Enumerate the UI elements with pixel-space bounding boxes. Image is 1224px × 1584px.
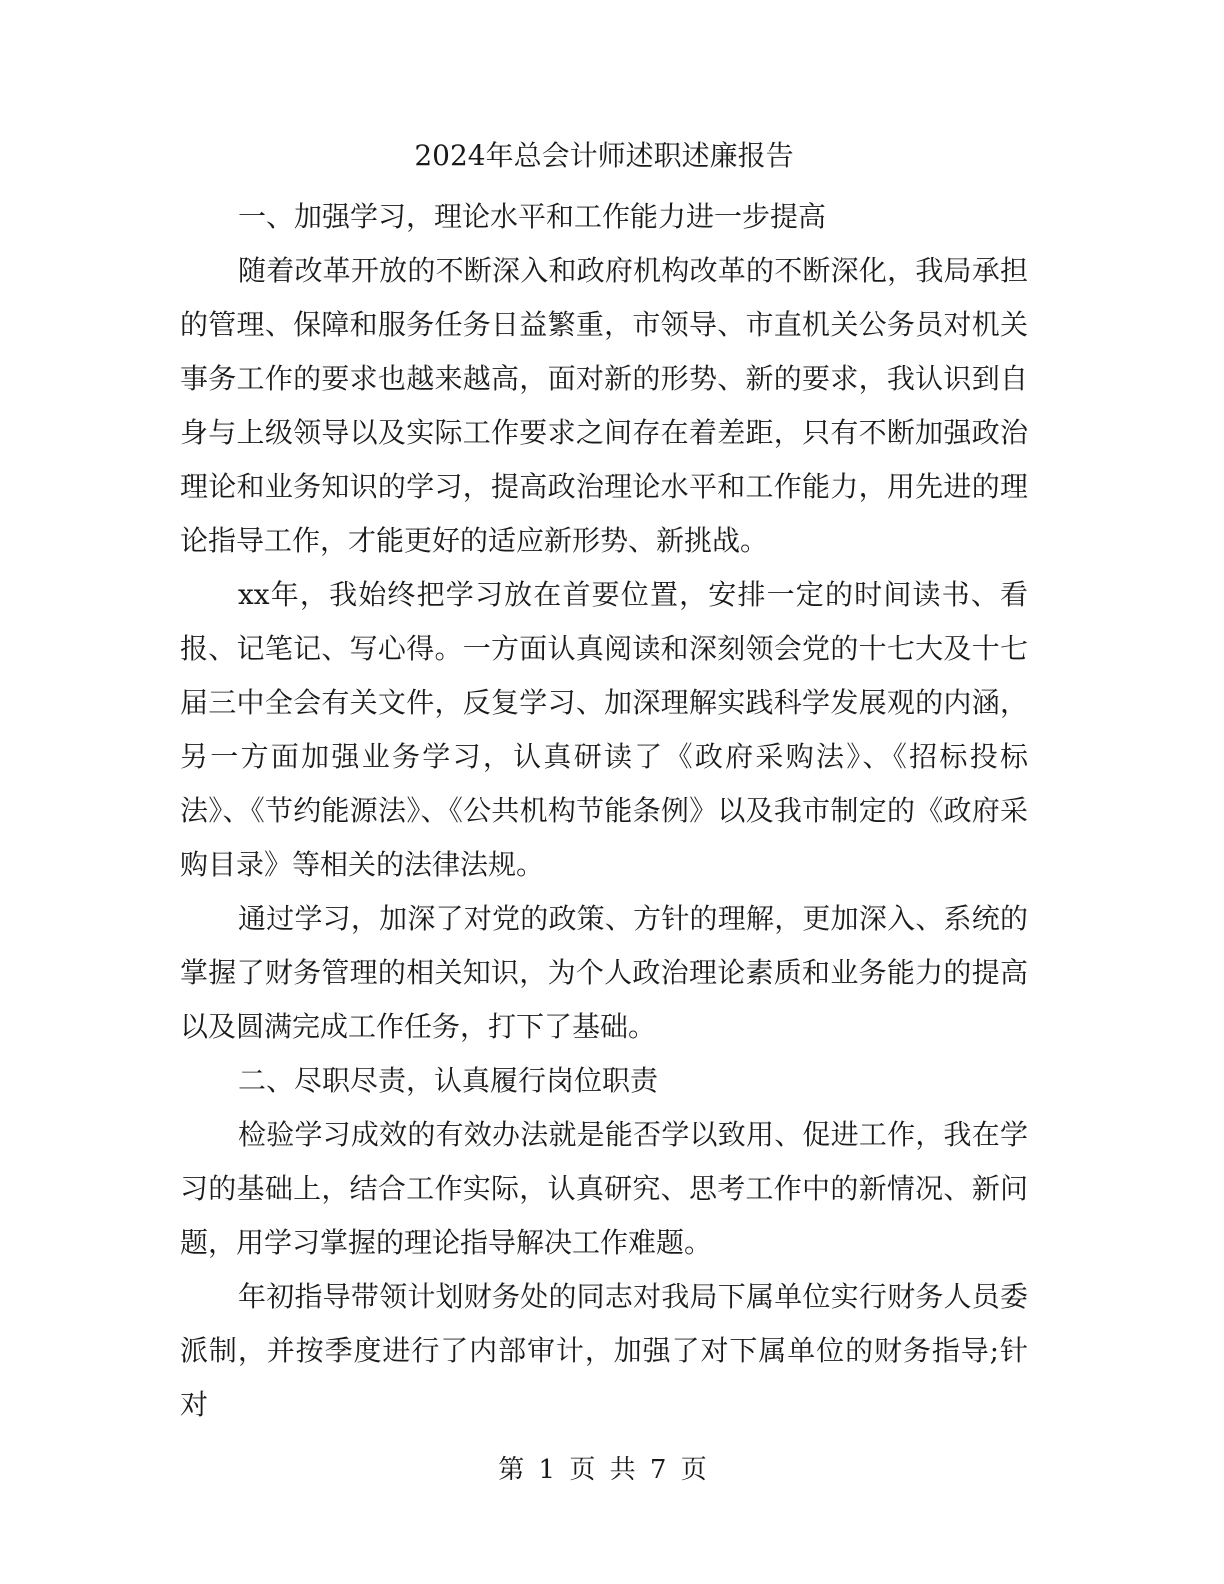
section-heading-2: 二、尽职尽责，认真履行岗位职责 — [238, 1064, 659, 1097]
paragraph: 通过学习，加深了对党的政策、方针的理解，更加深入、系统的掌握了财务管理的相关知识，为个人政治理论素质和业务能力的提高以及圆满完成工作任务，打下了基础。 — [180, 902, 1028, 1043]
document-body — [180, 190, 1028, 1432]
paragraph: 随着改革开放的不断深入和政府机构改革的不断深化，我局承担的管理、保障和服务任务日益繁重，市领导、市直机关公务员对机关事务工作的要求也越来越高，面对新的形势、新的要求，我认识到自身与上级领导以及实际工作要求之间存在着差距，只有不断加强政治理论和业务知识的学习，提高政治理论水平和工作能力，用先进的理论指导工作，才能更好的适应新形势、新挑战。 — [180, 254, 1028, 557]
document-title: 2024年总会计师述职述廉报告 — [414, 139, 794, 172]
paragraph: 年初指导带领计划财务处的同志对我局下属单位实行财务人员委派制，并按季度进行了内部审计，加强了对下属单位的财务指导;针对 — [180, 1280, 1028, 1421]
paragraph: xx年，我始终把学习放在首要位置，安排一定的时间读书、看报、记笔记、写心得。一方面认真阅读和深刻领会党的十七大及十七届三中全会有关文件，反复学习、加深理解实践科学发展观的内涵，另一方面加强业务学习，认真研读了《政府采购法》、《招标投标法》、《节约能源法》、《公共机构节能条例》以及我市制定的《政府采购目录》等相关的法律法规。 — [180, 578, 1028, 881]
page-footer: 第 1 页 共 7 页 — [498, 1455, 710, 1485]
section-heading-1: 一、加强学习，理论水平和工作能力进一步提高 — [238, 200, 827, 233]
document-page — [180, 0, 1028, 1584]
paragraph: 检验学习成效的有效办法就是能否学以致用、促进工作，我在学习的基础上，结合工作实际，认真研究、思考工作中的新情况、新问题，用学习掌握的理论指导解决工作难题。 — [180, 1118, 1028, 1259]
